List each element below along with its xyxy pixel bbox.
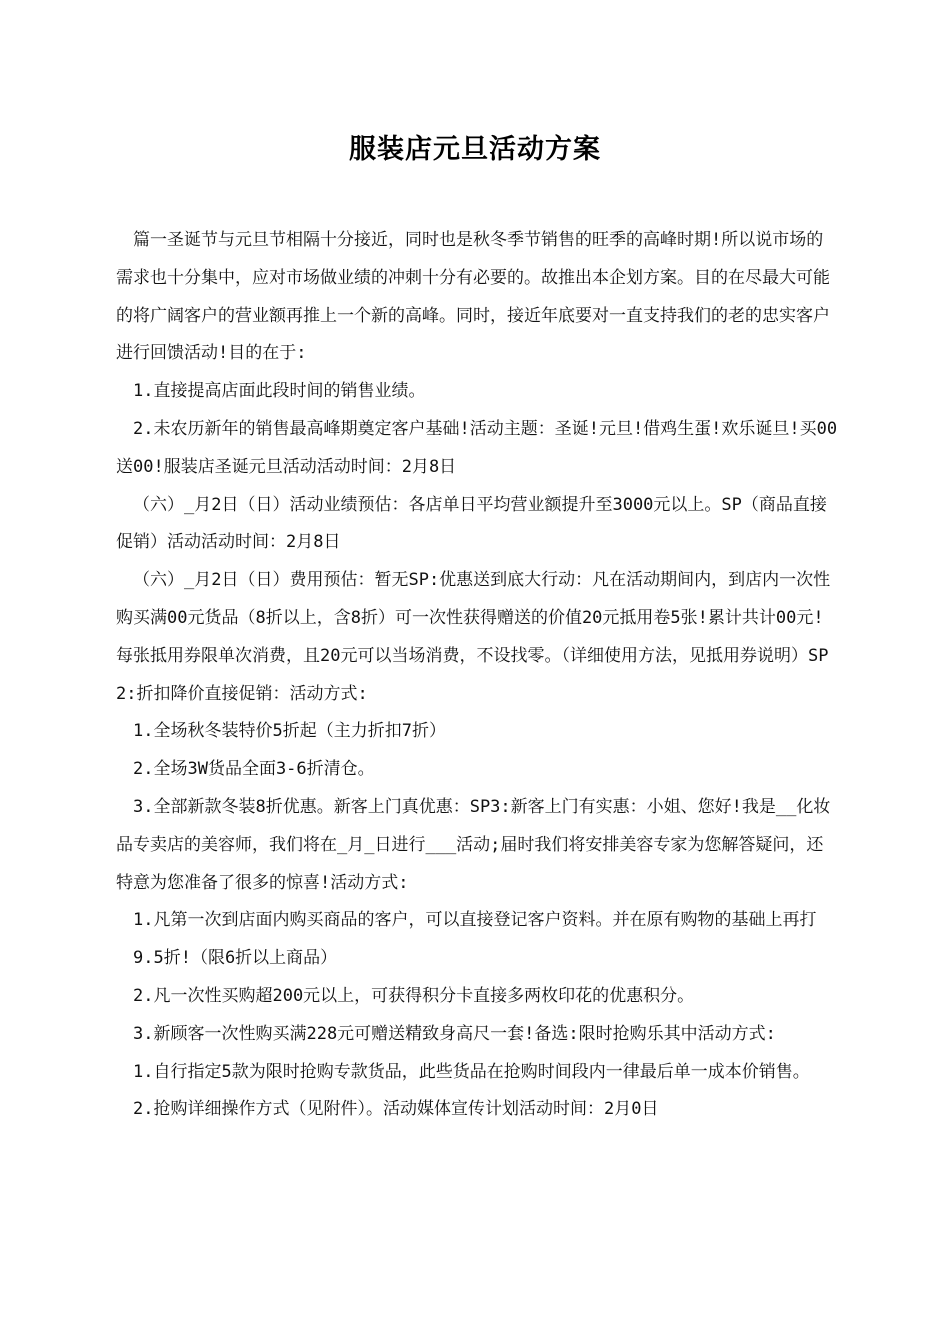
paragraph-intro: 篇一圣诞节与元旦节相隔十分接近，同时也是秋冬季节销售的旺季的高峰时期!所以说市场的需求也十分集中，应对市场做业绩的冲刺十分有必要的。故推出本企划方案。目的在尽最大可能的将广阔客户的营业额再推上一个新的高峰。同时，接近年底要对一直支持我们的老的忠实客户进行回馈活动!目的在于: [116,230,830,364]
paragraph-item: 2.未农历新年的销售最高峰期奠定客户基础!活动主题：圣诞!元旦!借鸡生蛋!欢乐诞旦!买00送00!服装店圣诞元旦活动活动时间：2月8日 [116,418,838,477]
paragraph-item: 2.抢购详细操作方式（见附件）。活动媒体宣传计划活动时间：2月0日 [133,1099,659,1120]
paragraph-item: 1.全场秋冬装特价5折起（主力折扣7折） [133,721,446,742]
paragraph-item: 1.凡第一次到店面内购买商品的客户，可以直接登记客户资料。并在原有购物的基础上再打 [133,910,817,931]
paragraph-item: （六）_月2日（日）活动业绩预估：各店单日平均营业额提升至3000元以上。SP（商品直接促销）活动活动时间：2月8日 [116,494,827,553]
paragraph-item: 2.全场3W货品全面3-6折清仓。 [133,759,375,780]
paragraph-item: 1.自行指定5款为限时抢购专款货品，此些货品在抢购时间段内一律最后单一成本价销售。 [133,1061,810,1082]
paragraph-item: 1.直接提高店面此段时间的销售业绩。 [133,381,426,402]
paragraph-item: 3.新顾客一次性购买满228元可赠送精致身高尺一套!备选:限时抢购乐其中活动方式: [133,1023,776,1044]
document-title: 服装店元旦活动方案 [349,134,601,165]
paragraph-item: 2.凡一次性买购超200元以上，可获得积分卡直接多两枚印花的优惠积分。 [133,985,695,1006]
paragraph-item: 9.5折!（限6折以上商品） [133,948,338,969]
paragraph-item: （六）_月2日（日）费用预估：暂无SP:优惠送到底大行动：凡在活动期间内，到店内一次性购买满00元货品（8折以上，含8折）可一次性获得赠送的价值20元抵用卷5张!累计共计00元!每张抵用券限单次消费，且20元可以当场消费，不设找零。（详细使用方法，见抵用券说明）SP2:折扣降价直接促销：活动方式: [116,570,831,704]
document-body [116,222,840,1129]
paragraph-item: 3.全部新款冬装8折优惠。新客上门真优惠：SP3:新客上门有实惠：小姐、您好!我是__化妆品专卖店的美容师，我们将在_月_日进行___活动;届时我们将安排美容专家为您解答疑问，还特意为您准备了很多的惊喜!活动方式: [116,796,831,893]
